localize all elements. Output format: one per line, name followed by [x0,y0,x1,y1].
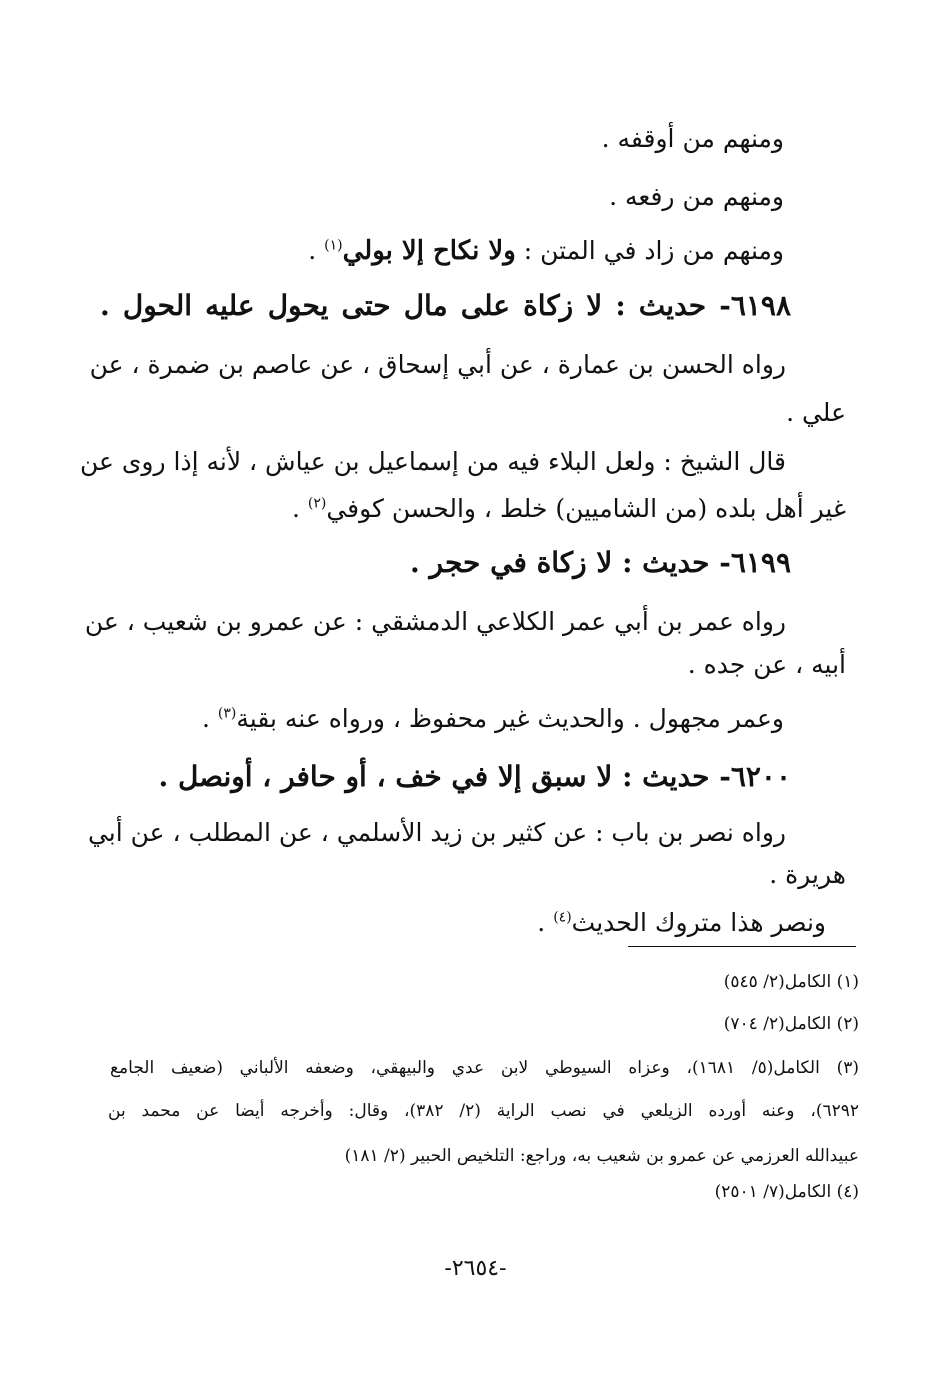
text-line: قال الشيخ : ولعل البلاء فيه من إسماعيل بن عياش ، لأنه إذا روى عن [79,447,786,476]
footnote: (٤) الكامل(٧/ ٢٥٠١) [714,1182,859,1202]
text-line: ومنهم من رفعه . [609,182,784,211]
footnote: عبيدالله العرزمي عن عمرو بن شعيب به، وراجع: التلخيص الحبير (٢/ ١٨١) [344,1146,859,1166]
text-line: رواه عمر بن أبي عمر الكلاعي الدمشقي : عن عمرو بن شعيب ، عن [84,607,786,636]
footnote: ٦٢٩٢)، وعنه أورده الزيلعي في نصب الراية (٢/ ٣٨٢)، وقال: وأخرجه أيضا عن محمد بن [108,1101,860,1121]
footnote: (١) الكامل(٢/ ٥٤٥) [723,972,859,992]
hadith-heading: ٦١٩٨- حديث : لا زكاة على مال حتى يحول عليه الحول . [100,289,791,322]
text-line: ومنهم من أوقفه . [601,124,784,153]
text-line: غير أهل بلده (من الشاميين) خلط ، والحسن كوفي$^{(٢)}$ . [291,494,846,523]
text-line: علي . [786,398,846,427]
text-line: رواه الحسن بن عمارة ، عن أبي إسحاق ، عن عاصم بن ضمرة ، عن [89,350,786,379]
page-number: -٢٦٥٤- [444,1256,507,1281]
text-line: أبيه ، عن جده . [687,650,846,679]
footnote-separator [628,946,856,947]
text-line: وعمر مجهول . والحديث غير محفوظ ، ورواه عنه بقية$^{(٣)}$ . [202,704,784,733]
hadith-heading: ٦١٩٩- حديث : لا زكاة في حجر . [410,546,791,579]
hadith-heading: ٦٢٠٠- حديث : لا سبق إلا في خف ، أو حافر ، أونصل . [158,760,791,793]
footnote: (٢) الكامل(٢/ ٧٠٤) [723,1014,859,1034]
footnote: (٣) الكامل(٥/ ١٦٨١)، وعزاه السيوطي لابن عدي والبيهقي، وضعفه الألباني (ضعيف الجامع [110,1058,859,1078]
text-line: ومنهم من زاد في المتن : ولا نكاح إلا بولي$^{(١)}$ . [308,236,784,266]
text-line: ونصر هذا متروك الحديث$^{(٤)}$ . [537,908,826,937]
text-line: رواه نصر بن باب : عن كثير بن زيد الأسلمي ، عن المطلب ، عن أبي [87,818,786,847]
text-line: هريرة . [769,860,846,889]
